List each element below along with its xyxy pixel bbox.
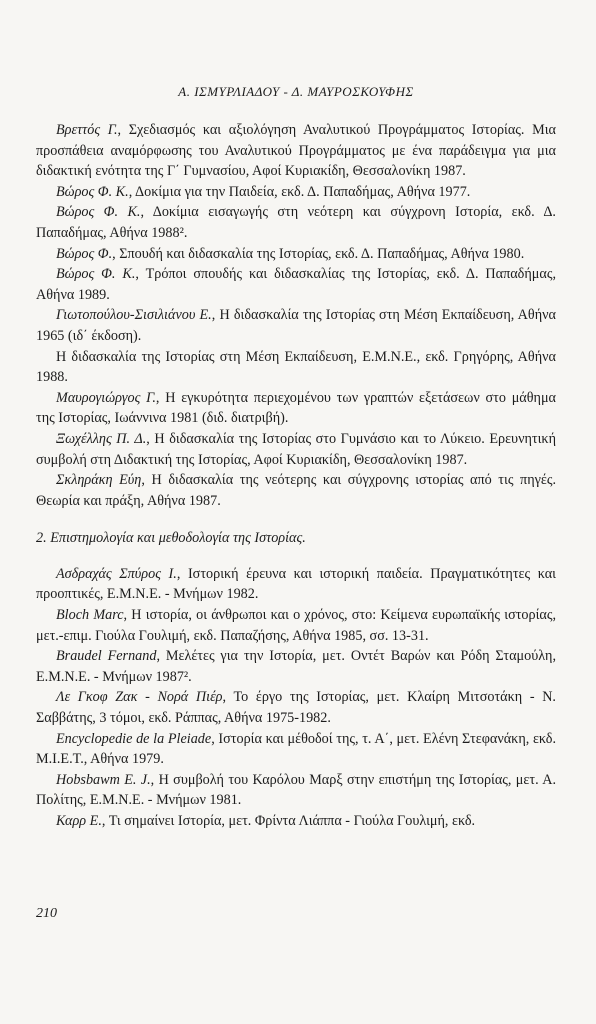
entry-author: Βώρος Φ. Κ. (56, 204, 141, 221)
entry-text: , Η διδασκαλία της νεότερης και σύγχρονης ιστορίας από τις πηγές. Θεωρία και πράξη, Αθήνα 1987. (36, 472, 557, 509)
entry-text: , Ιστορική έρευνα και ιστορική παιδεία. Πραγματικότητες και προοπτικές, Ε.Μ.Ν.Ε. - Μνήμων 1982. (36, 565, 556, 603)
entry-author: Ξωχέλλης Π. Δ. (56, 430, 147, 447)
entry-text: , Τρόποι σπουδής και διδασκαλίας της Ιστορίας, εκδ. Δ. Παπαδήμας, Αθήνα 1989. (36, 266, 556, 303)
bibliography-section-1 (36, 120, 556, 511)
bibliography-entry (36, 811, 556, 832)
bibliography-entry (36, 202, 556, 243)
bibliography-entry (36, 429, 556, 470)
book-page (36, 0, 556, 1024)
entry-author: Λε Γκοφ Ζακ - Νορά Πιέρ (56, 689, 223, 706)
entry-text: , Τι σημαίνει Ιστορία, μετ. Φρίντα Λιάππα - Γιούλα Γουλιμή, εκδ. (101, 813, 476, 829)
entry-author: Γιωτοπούλου-Σισιλιάνου Ε. (56, 307, 212, 324)
entry-text: , Η ιστορία, οι άνθρωποι και ο χρόνος, στο: Κείμενα ευρωπαϊκής ιστορίας, μετ.-επιμ. Γιούλα Γουλιμή, εκδ. Παπαζήσης, Αθήνα 1985, σσ. 13-31. (36, 607, 557, 644)
entry-text: , Η διδασκαλία της Ιστορίας στη Μέση Εκπαίδευση, Αθήνα 1965 (ιδ΄ έκδοση). (36, 307, 556, 344)
entry-text: , Η εγκυρότητα περιεχομένου των γραπτών εξετάσεων στο μάθημα της Ιστορίας, Ιωάννινα 1981 (διδ. διατριβή). (36, 389, 556, 427)
bibliography-section-2 (36, 564, 556, 832)
entry-author: Σκληράκη Εύη (56, 472, 142, 489)
page-number: 210 (36, 906, 57, 921)
bibliography-entry (36, 305, 556, 346)
section-heading: 2. Επιστημολογία και μεθοδολογία της Ιστορίας. (36, 530, 306, 547)
entry-author: Encyclopedie de la Pleiade (56, 730, 212, 747)
bibliography-entry (36, 470, 556, 511)
running-head: Α. ΙΣΜΥΡΛΙΑΔΟΥ - Δ. ΜΑΥΡΟΣΚΟΥΦΗΣ (178, 84, 414, 99)
entry-text: Η διδασκαλία της Ιστορίας στη Μέση Εκπαίδευση, Ε.Μ.Ν.Ε., εκδ. Γρηγόρης, Αθήνα 1988. (36, 348, 556, 386)
bibliography-entry (36, 347, 556, 388)
entry-author: Μαυρογιώργος Γ. (56, 389, 156, 406)
bibliography-entry (36, 770, 556, 811)
bibliography-entry (36, 605, 556, 646)
bibliography-entry (36, 244, 556, 265)
bibliography-content (36, 120, 556, 832)
bibliography-entry (36, 388, 556, 429)
bibliography-entry (36, 120, 556, 182)
entry-text: , Δοκίμια εισαγωγής στη νεότερη και σύγχρονη Ιστορία, εκδ. Δ. Παπαδήμας, Αθήνα 1988². (36, 204, 556, 241)
bibliography-entry (36, 646, 556, 687)
entry-author: Καρρ Ε. (56, 813, 102, 829)
entry-text: , Δοκίμια για την Παιδεία, εκδ. Δ. Παπαδήμας, Αθήνα 1977. (128, 183, 471, 200)
entry-text: , Σπουδή και διδασκαλία της Ιστορίας, εκδ. Δ. Παπαδήμας, Αθήνα 1980. (112, 245, 525, 262)
bibliography-entry (36, 264, 556, 305)
entry-author: Hobsbawm E. J. (56, 771, 151, 788)
entry-text: , Σχεδιασμός και αξιολόγηση Αναλυτικού Προγράμματος Ιστορίας. Μια προσπάθεια αναμόρφωσης του Αναλυτικού Προγράμματος με ένα παράδειγμα για μια διδακτική ενότητα της Γ΄ Γυμνασίου, Αφοί Κυριακίδη, Θεσσαλονίκη 1987. (36, 122, 556, 180)
entry-text: , Η διδασκαλία της Ιστορίας στο Γυμνάσιο και το Λύκειο. Ερευνητική συμβολή στη Διδακτική της Ιστορίας, Αφοί Κυριακίδη, Θεσσαλονίκη 1987. (36, 430, 556, 468)
entry-author: Braudel Fernand (56, 648, 157, 665)
entry-text: , Ιστορία και μέθοδοί της, τ. Α΄, μετ. Ελένη Στεφανάκη, εκδ. Μ.Ι.Ε.Τ., Αθήνα 1979. (36, 730, 557, 768)
entry-author: Βώρος Φ. (56, 245, 113, 262)
bibliography-entry (36, 182, 556, 203)
entry-text: , Το έργο της Ιστορίας, μετ. Κλαίρη Μιτσοτάκη - Ν. Σαββάτης, 3 τόμοι, εκδ. Ράππας, Αθήνα 1975-1982. (36, 689, 556, 727)
entry-text: , Η συμβολή του Καρόλου Μαρξ στην επιστήμη της Ιστορίας, μετ. Α. Πολίτης, Ε.Μ.Ν.Ε. - Μνήμων 1981. (36, 771, 556, 809)
entry-author: Ασδραχάς Σπύρος Ι. (56, 565, 177, 582)
bibliography-entry (36, 687, 556, 728)
entry-text: , Μελέτες για την Ιστορία, μετ. Οντέτ Βαρών και Ρόδη Σταμούλη, Ε.Μ.Ν.Ε. - Μνήμων 1987². (36, 648, 556, 685)
bibliography-entry (36, 564, 556, 605)
entry-author: Bloch Marc (56, 607, 124, 624)
bibliography-entry (36, 729, 556, 770)
entry-author: Βρεττός Γ. (56, 122, 118, 138)
entry-author: Βώρος Φ. Κ. (56, 183, 129, 200)
entry-author: Βώρος Φ. Κ. (56, 266, 136, 283)
